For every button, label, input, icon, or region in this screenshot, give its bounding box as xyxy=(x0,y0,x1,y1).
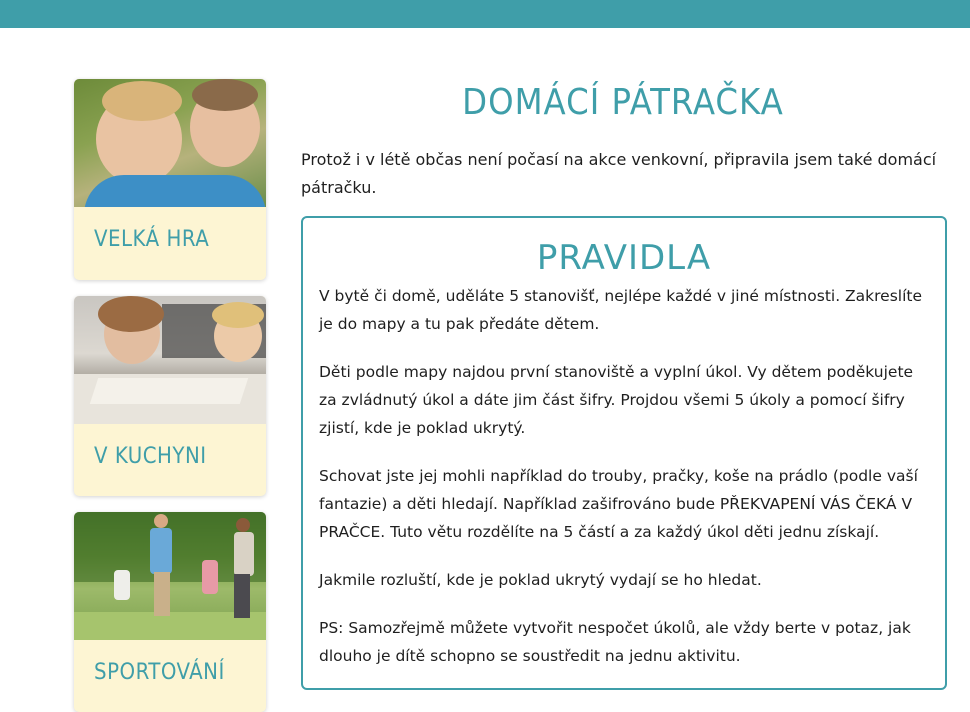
intro-text: Protož i v létě občas není počasí na akce venkovní, připravila jsem také domácí pátračku. xyxy=(301,150,937,197)
children-at-kitchen-table-photo xyxy=(74,296,266,424)
top-bar xyxy=(0,0,970,28)
rules-paragraph: Jakmile rozluští, kde je poklad ukrytý vydají se ho hledat. xyxy=(319,571,762,589)
rules-paragraph: Děti podle mapy najdou první stanoviště a vyplní úkol. Vy dětem poděkujete za zvládnutý úkol a dáte jim část šifry. Projdou všemi 5 úkoly a pomocí šifry zjistí, kde je poklad ukrytý. xyxy=(319,363,914,437)
mother-and-son-photo xyxy=(74,79,266,207)
family-running-in-park-photo xyxy=(74,512,266,640)
sidebar-item-sportovani[interactable] xyxy=(74,512,266,712)
rules-paragraph: PS: Samozřejmě můžete vytvořit nespočet úkolů, ale vždy berte v potaz, jak dlouho je dítě schopno se soustředit na jednu aktivitu. xyxy=(319,619,911,665)
rules-paragraph: V bytě či domě, uděláte 5 stanovišť, nejlépe každé v jiné místnosti. Zakreslíte je do mapy a tu pak předáte dětem. xyxy=(319,287,923,333)
page-title: DOMÁCÍ PÁTRAČKA xyxy=(462,82,784,123)
sidebar-item-v-kuchyni[interactable] xyxy=(74,296,266,496)
sidebar-item-label: SPORTOVÁNÍ xyxy=(94,660,225,685)
rules-paragraph: Schovat jste jej mohli například do trouby, pračky, koše na prádlo (podle vaší fantazie) a děti hledají. Například zašifrováno bude PŘEKVAPENÍ VÁS ČEKÁ V PRAČCE. Tuto větu rozdělíte na 5 částí a za každý úkol děti jednu získají. xyxy=(319,467,918,541)
sidebar-item-velka-hra[interactable] xyxy=(74,79,266,280)
rules-box xyxy=(301,216,947,690)
sidebar-item-label: VELKÁ HRA xyxy=(94,227,210,252)
rules-title: PRAVIDLA xyxy=(536,238,712,278)
sidebar-item-label: V KUCHYNI xyxy=(94,444,207,469)
